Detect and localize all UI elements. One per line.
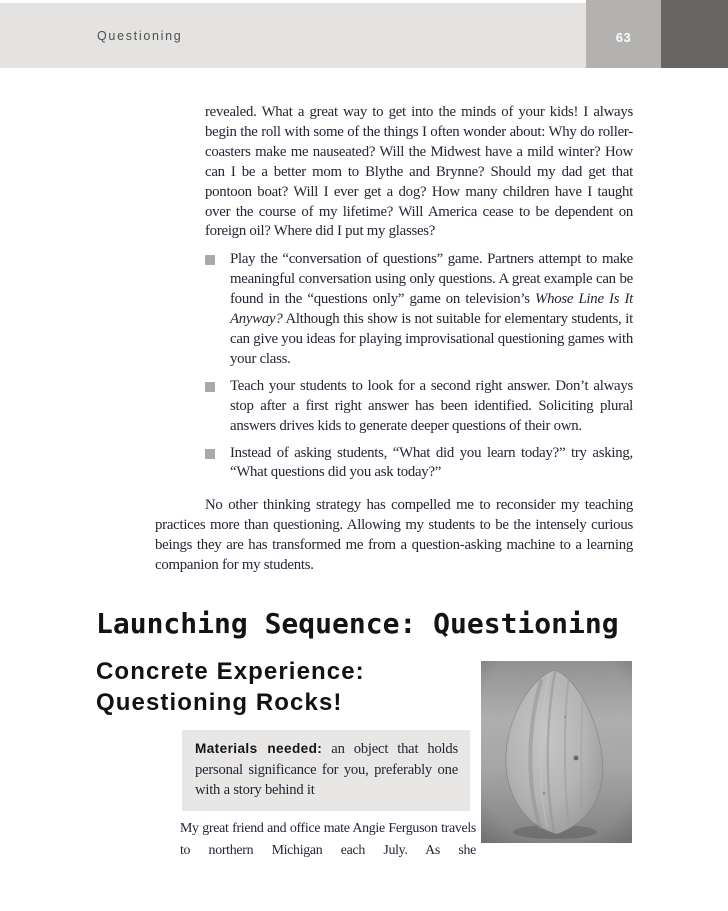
bullet-square-icon <box>205 255 215 265</box>
header-corner-block <box>661 0 728 68</box>
bullet-text: Play the “conversation of questions” game. Partners attempt to make meaningful conversation using only questions. A great example can be found in the “questions only” game on television’s <box>230 251 633 308</box>
rock-photo <box>481 661 632 843</box>
page-number: 63 <box>615 29 632 45</box>
page-header <box>0 0 728 68</box>
bullet-item <box>205 444 633 484</box>
intro-paragraph: revealed. What a great way to get into the minds of your kids! I always begin the roll with some of the things I often wonder about: Why do roller-coasters make me nauseated? Will the Midwest have a mild winter? How can I be a better mom to Blythe and Brynne? Should my dad get that pontoon boat? Will I ever get a dog? How many children have I taught over the course of my lifetime? Will America cease to be dependent on foreign oil? Where did I put my glasses? <box>205 104 633 240</box>
bullet-text: Teach your students to look for a second right answer. Don’t always stop after a first right answer has been identified. Soliciting plural answers drives kids to generate deeper questions of their own. <box>230 377 633 434</box>
rock-figure <box>481 661 632 843</box>
bullet-item <box>205 250 633 369</box>
running-title: Questioning <box>97 28 183 43</box>
subsection-heading <box>96 656 365 718</box>
main-text-column <box>155 103 633 576</box>
bullet-square-icon <box>205 382 215 392</box>
bullet-item <box>205 377 633 437</box>
body-paragraph: My great friend and office mate Angie Ferguson travels to northern Michigan each July. As she <box>180 821 476 858</box>
header-bar-light-segment <box>0 3 586 68</box>
materials-box <box>182 730 470 811</box>
materials-label: Materials needed: <box>195 741 323 756</box>
bullet-square-icon <box>205 449 215 459</box>
bullet-list <box>205 250 633 483</box>
bullet-text-italic: Whose Line Is It Anyway? <box>230 291 633 328</box>
subsection-heading-line1: Concrete Experience: <box>96 658 365 685</box>
materials-text: an object that holds personal significance for you, preferably one with a story behind it <box>195 741 458 798</box>
bullet-text: Although this show is not suitable for elementary students, it can give you ideas for playing improvisational questioning games with your class. <box>230 311 633 367</box>
section-heading: Launching Sequence: Questioning <box>96 607 619 640</box>
subsection-heading-line2: Questioning Rocks! <box>96 689 343 716</box>
bullet-text: Instead of asking students, “What did you learn today?” try asking, “What questions did you ask today?” <box>230 444 633 481</box>
closing-paragraph: No other thinking strategy has compelled me to reconsider my teaching practices more than questioning. Allowing my students to be the intensely curious beings they are has transformed me from a question-asking machine to a learning companion for my students. <box>155 497 633 574</box>
page-number-box <box>586 0 661 68</box>
